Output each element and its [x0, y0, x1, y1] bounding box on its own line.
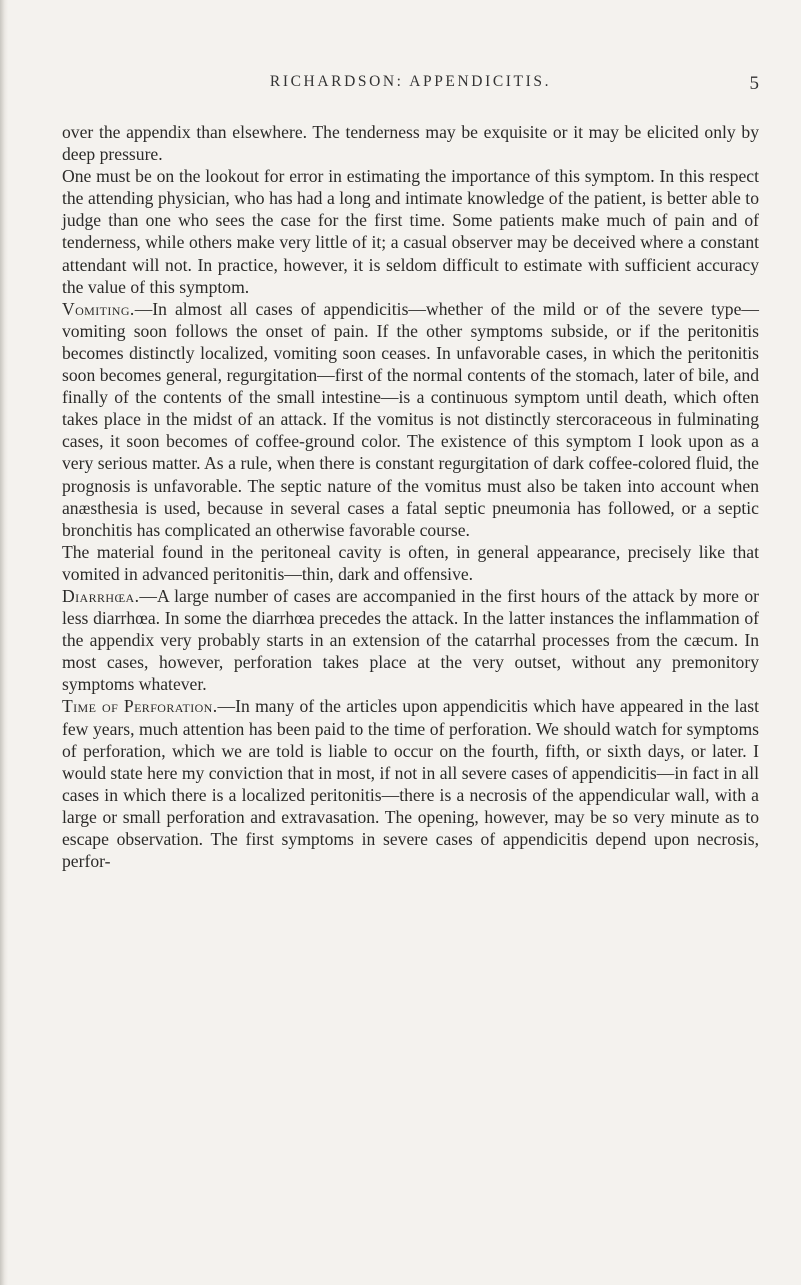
paragraph-text: One must be on the lookout for error in estimating the importance of this symptom. In this respect the attending physician, who has had a long and intimate knowledge of the patient, is better able to judge than one who sees the case for the first time. Some patients make much of pain and of tenderness, while others make very little of it; a casual observer may be deceived where a constant attendant will not. In practice, however, it is seldom difficult to estimate with sufficient accuracy the value of this symptom. [62, 166, 759, 297]
paragraph-text: —A large number of cases are accompanied in the first hours of the attack by more or less diarrhœa. In some the diarrhœa precedes the attack. In the latter instances the inflammation of the appendix very probably starts in an extension of the catarrhal processes from the cæcum. In most cases, however, perforation takes place at the very outset, without any premonitory symptoms whatever. [62, 585, 759, 695]
paragraph-text: The material found in the peritoneal cavity is often, in general appearance, precisely like that vomited in advanced peritonitis—thin, dark and offensive. [62, 541, 759, 584]
paragraph-lookout [62, 165, 759, 298]
paragraph-diarrhoea [62, 585, 759, 695]
paragraph-text: —In almost all cases of appendicitis—whether of the mild or of the severe type—vomiting soon follows the onset of pain. If the other symptoms subside, or if the peritonitis becomes distinctly localized, vomiting soon ceases. In unfavorable cases, in which the peritonitis soon becomes general, regurgitation—first of the normal contents of the stomach, later of bile, and finally of the contents of the small intestine—is a continuous symptom until death, which often takes place in the midst of an attack. If the vomitus is not distinctly stercoraceous in fulminating cases, it soon becomes of coffee-ground color. The existence of this symptom I look upon as a very serious matter. As a rule, when there is constant regurgitation of dark coffee-colored fluid, the prognosis is unfavorable. The septic nature of the vomitus must also be taken into account when anæsthesia is used, because in several cases a fatal septic pneumonia has followed, or a septic bronchitis has complicated an otherwise favorable course. [62, 298, 759, 540]
paragraph-tenderness-end [62, 121, 759, 165]
paragraph-time-of-perforation [62, 695, 759, 872]
paragraph-peritoneal-material [62, 541, 759, 585]
page-binding-edge [0, 0, 8, 1285]
section-heading-diarrhoea: Diarrhœa. [62, 585, 140, 606]
paragraph-text: —In many of the articles upon appendicitis which have appeared in the last few years, much attention has been paid to the time of perforation. We should watch for symptoms of perforation, which we are told is liable to occur on the fourth, fifth, or sixth days, or later. I would state here my conviction that in most, if not in all severe cases of appendicitis—in fact in all cases in which there is a localized peritonitis—there is a necrosis of the appendicular wall, with a large or small perforation and extravasation. The opening, however, may be so very minute as to escape observation. The first symptoms in severe cases of appendicitis depend upon necrosis, perfor- [62, 696, 759, 872]
section-heading-vomiting: Vomiting. [62, 298, 135, 319]
page-number: 5 [749, 73, 759, 94]
running-head-title: RICHARDSON: APPENDICITIS. [269, 73, 552, 90]
body-text [62, 121, 759, 872]
book-page [62, 73, 759, 872]
paragraph-text: over the appendix than elsewhere. The tenderness may be exquisite or it may be elicited only by deep pressure. [62, 122, 759, 165]
paragraph-vomiting [62, 298, 759, 541]
running-head [62, 73, 759, 101]
section-heading-time-of-perforation: Time of Perforation. [62, 696, 218, 717]
